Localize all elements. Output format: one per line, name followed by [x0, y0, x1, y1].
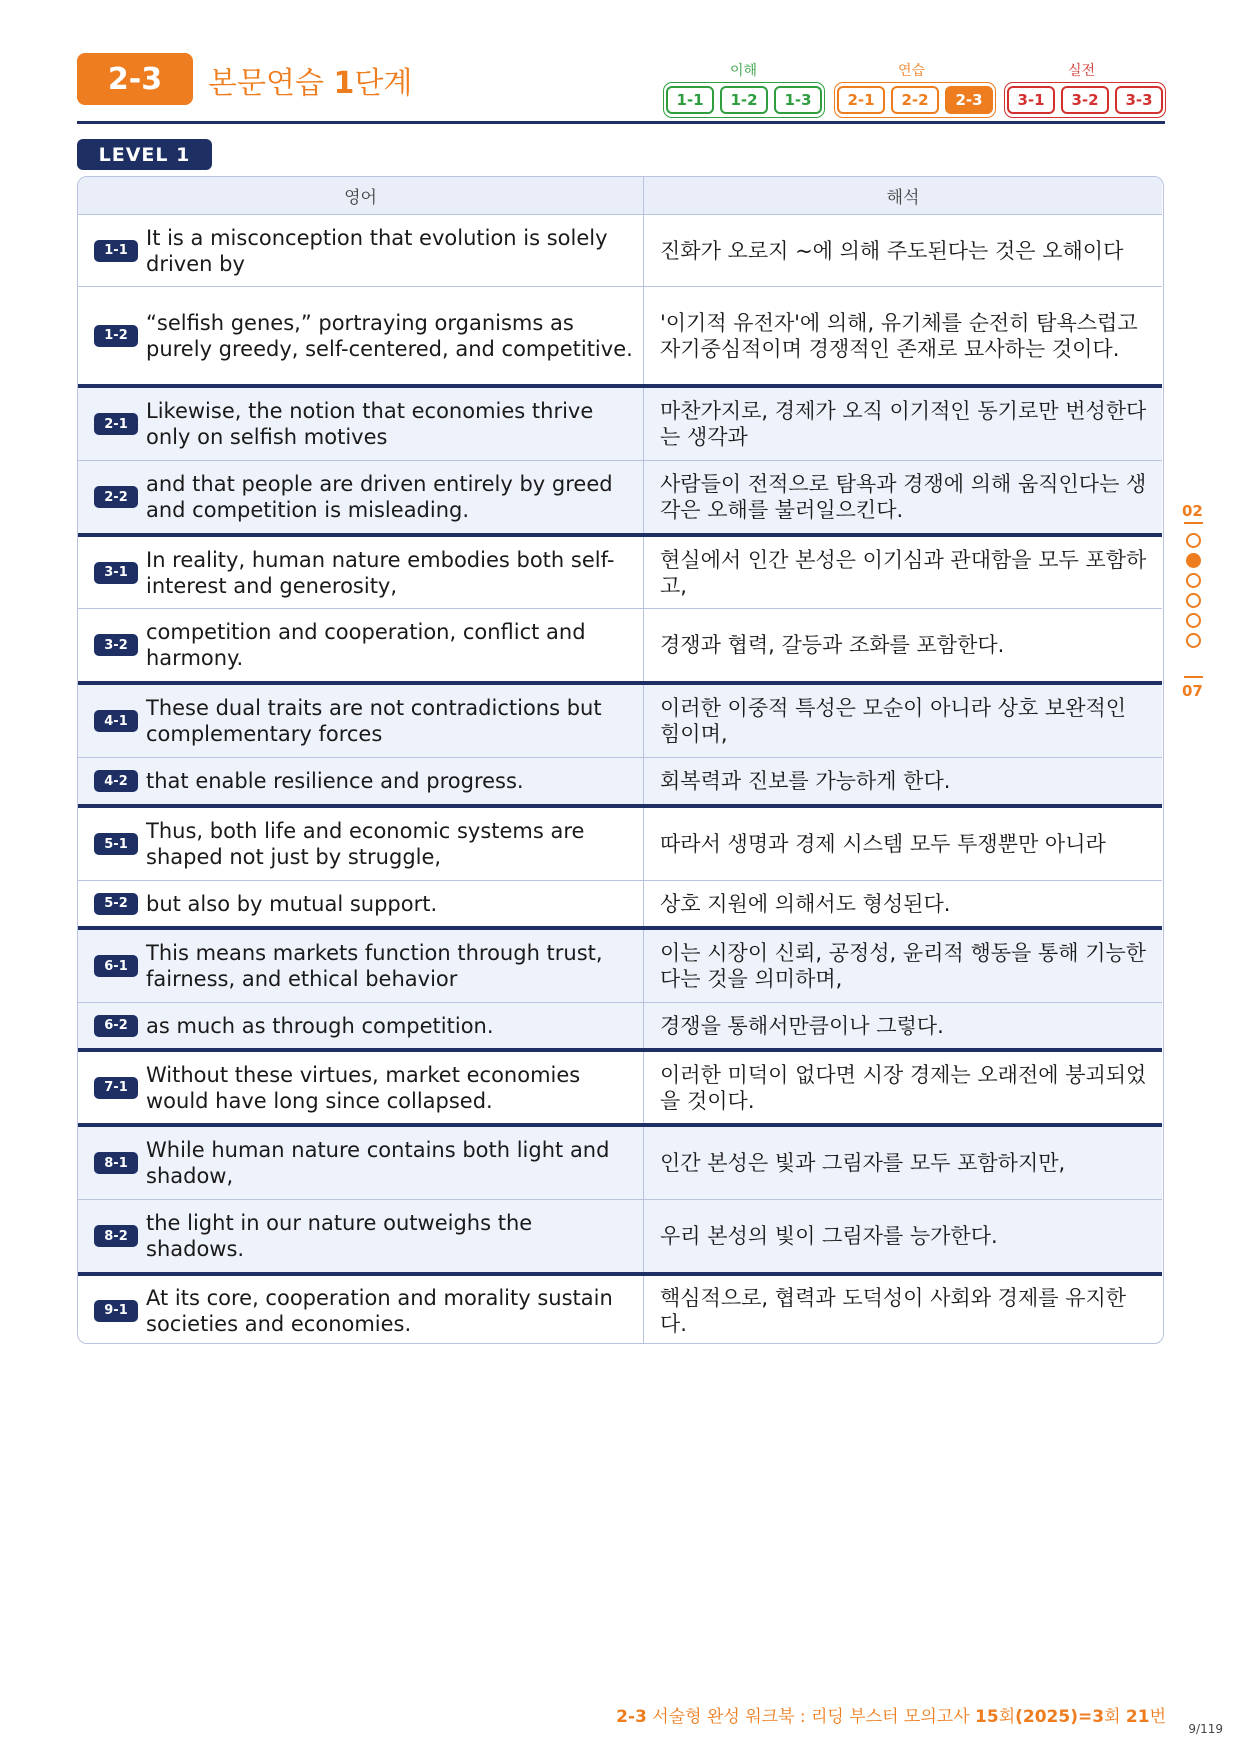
english-cell: [78, 1003, 644, 1048]
nav-group-label-practice: 연습: [898, 63, 926, 79]
side-index-end: 07: [1182, 682, 1203, 700]
korean-text: 이는 시장이 신뢰, 공정성, 윤리적 행동을 통해 기능한다는 것을 의미하며,: [660, 941, 1147, 991]
sentence-tag: 6-2: [94, 1015, 138, 1037]
sentence-tag: 8-1: [94, 1152, 138, 1174]
korean-text: 핵심적으로, 협력과 도덕성이 사회와 경제를 유지한다.: [660, 1285, 1127, 1336]
english-text: “selfish genes,” portraying organisms as purely greedy, self-centered, and competitive.: [146, 310, 633, 361]
page-dot[interactable]: [1186, 633, 1201, 648]
english-cell: [78, 461, 644, 533]
english-cell: [78, 1276, 644, 1344]
sentence-tag: 5-2: [94, 893, 138, 915]
english-cell: [78, 1200, 644, 1272]
nav-chip-2-1[interactable]: 2-1: [837, 86, 885, 114]
korean-text: 우리 본성의 빛이 그림자를 능가한다.: [660, 1224, 998, 1248]
korean-text: '이기적 유전자'에 의해, 유기체를 순전히 탐욕스럽고 자기중심적이며 경쟁적인 존재로 묘사하는 것이다.: [660, 310, 1138, 361]
korean-text: 상호 지원에 의해서도 형성된다.: [660, 891, 951, 916]
table-row: [78, 537, 1162, 609]
table-row: [78, 1052, 1162, 1124]
header-divider: [77, 121, 1165, 124]
table-row: [78, 758, 1162, 805]
sentence-tag: 1-1: [94, 240, 138, 262]
nav-chip-1-2[interactable]: 1-2: [720, 86, 768, 114]
english-text: and that people are driven entirely by greed and competition is misleading.: [146, 472, 613, 522]
korean-text: 이러한 미덕이 없다면 시장 경제는 오래전에 붕괴되었을 것이다.: [660, 1062, 1147, 1113]
english-cell: [78, 685, 644, 757]
table-row: [78, 388, 1162, 461]
column-header-english: 영어: [78, 177, 644, 215]
korean-text: 마찬가지로, 경제가 오직 이기적인 동기로만 번성한다는 생각과: [660, 399, 1147, 449]
english-text: This means markets function through trust, fairness, and ethical behavior: [146, 941, 603, 991]
english-text: These dual traits are not contradictions but complementary forces: [146, 696, 602, 746]
sentence-tag: 8-2: [94, 1225, 138, 1247]
korean-text: 따라서 생명과 경제 시스템 모두 투쟁뿐만 아니라: [660, 832, 1106, 856]
column-header-translation: 해석: [644, 177, 1162, 215]
table-row: [78, 461, 1162, 534]
side-index-start: 02: [1182, 502, 1203, 520]
english-text: At its core, cooperation and morality sustain societies and economies.: [146, 1285, 613, 1336]
english-cell: [78, 537, 644, 608]
nav-chip-2-2[interactable]: 2-2: [891, 86, 939, 114]
nav-group-label-understanding: 이해: [730, 63, 758, 79]
korean-text: 사람들이 전적으로 탐욕과 경쟁에 의해 움직인다는 생각은 오해를 불러일으킨다.: [660, 472, 1147, 522]
page-dot[interactable]: [1186, 593, 1201, 608]
english-cell: [78, 287, 644, 384]
sentence-tag: 3-1: [94, 562, 138, 584]
side-index-bar: [1184, 676, 1203, 678]
english-cell: [78, 609, 644, 681]
section-badge: 2-3: [77, 53, 193, 105]
korean-text: 진화가 오로지 ~에 의해 주도된다는 것은 오해이다: [660, 238, 1124, 263]
english-text: Thus, both life and economic systems are shaped not just by struggle,: [146, 819, 585, 869]
korean-text: 현실에서 인간 본성은 이기심과 관대함을 모두 포함하고,: [660, 547, 1147, 598]
english-text: the light in our nature outweighs the shadows.: [146, 1211, 533, 1261]
table-row: [78, 287, 1162, 385]
sentence-tag: 2-1: [94, 413, 138, 435]
table-row: [78, 1276, 1162, 1344]
nav-chip-3-3[interactable]: 3-3: [1115, 86, 1163, 114]
english-cell: [78, 1127, 644, 1199]
english-cell: [78, 215, 644, 286]
table-row: [78, 215, 1162, 287]
page-title: 본문연습 1단계: [208, 66, 413, 101]
english-cell: [78, 930, 644, 1002]
english-cell: [78, 881, 644, 926]
nav-chip-1-3[interactable]: 1-3: [774, 86, 822, 114]
english-text: Likewise, the notion that economies thrive only on selfish motives: [146, 399, 594, 449]
english-text: Without these virtues, market economies would have long since collapsed.: [146, 1062, 581, 1113]
page-dot-active[interactable]: [1186, 553, 1201, 568]
nav-chip-3-1[interactable]: 3-1: [1007, 86, 1055, 114]
sentence-tag: 3-2: [94, 634, 138, 656]
english-text: In reality, human nature embodies both self-interest and generosity,: [146, 547, 615, 598]
english-text: competition and cooperation, conflict and harmony.: [146, 620, 586, 670]
korean-text: 회복력과 진보를 가능하게 한다.: [660, 769, 951, 793]
page-dot[interactable]: [1186, 613, 1201, 628]
english-cell: [78, 758, 644, 804]
english-text: While human nature contains both light and shadow,: [146, 1138, 610, 1188]
sentence-tag: 4-1: [94, 710, 138, 732]
table-row: [78, 1003, 1162, 1049]
sentence-tag: 6-1: [94, 955, 138, 977]
table-row: [78, 930, 1162, 1003]
nav-group-label-actual: 실전: [1068, 63, 1096, 79]
page-dot[interactable]: [1186, 573, 1201, 588]
korean-text: 이러한 이중적 특성은 모순이 아니라 상호 보완적인 힘이며,: [660, 696, 1127, 746]
side-index-bar: [1184, 522, 1203, 524]
english-cell: [78, 388, 644, 460]
english-text: It is a misconception that evolution is solely driven by: [146, 225, 608, 276]
table-row: [78, 685, 1162, 758]
sentence-tag: 2-2: [94, 486, 138, 508]
table-row: [78, 1127, 1162, 1200]
korean-text: 경쟁을 통해서만큼이나 그렇다.: [660, 1013, 944, 1038]
nav-chip-3-2[interactable]: 3-2: [1061, 86, 1109, 114]
sentence-tag: 5-1: [94, 833, 138, 855]
translation-table: [77, 176, 1164, 1344]
korean-text: 경쟁과 협력, 갈등과 조화를 포함한다.: [660, 633, 1005, 657]
table-row: [78, 808, 1162, 881]
level-badge: LEVEL 1: [77, 139, 212, 170]
table-row: [78, 881, 1162, 927]
sentence-tag: 9-1: [94, 1300, 138, 1322]
english-text: as much as through competition.: [146, 1013, 494, 1038]
table-row: [78, 1200, 1162, 1273]
footer-source: 2-3 서술형 완성 워크북 : 리딩 부스터 모의고사 15회(2025)=3회 21번: [616, 1707, 1166, 1727]
sentence-tag: 1-2: [94, 325, 138, 347]
table-row: [78, 609, 1162, 682]
nav-chip-1-1[interactable]: 1-1: [666, 86, 714, 114]
english-cell: [78, 1052, 644, 1123]
english-cell: [78, 808, 644, 880]
page-dot[interactable]: [1186, 533, 1201, 548]
sentence-tag: 7-1: [94, 1077, 138, 1099]
page-number: 9/119: [1188, 1722, 1223, 1736]
nav-chip-2-3[interactable]: 2-3: [945, 86, 993, 114]
sentence-tag: 4-2: [94, 770, 138, 792]
english-text: but also by mutual support.: [146, 891, 438, 916]
english-text: that enable resilience and progress.: [146, 769, 524, 793]
korean-text: 인간 본성은 빛과 그림자를 모두 포함하지만,: [660, 1151, 1066, 1175]
